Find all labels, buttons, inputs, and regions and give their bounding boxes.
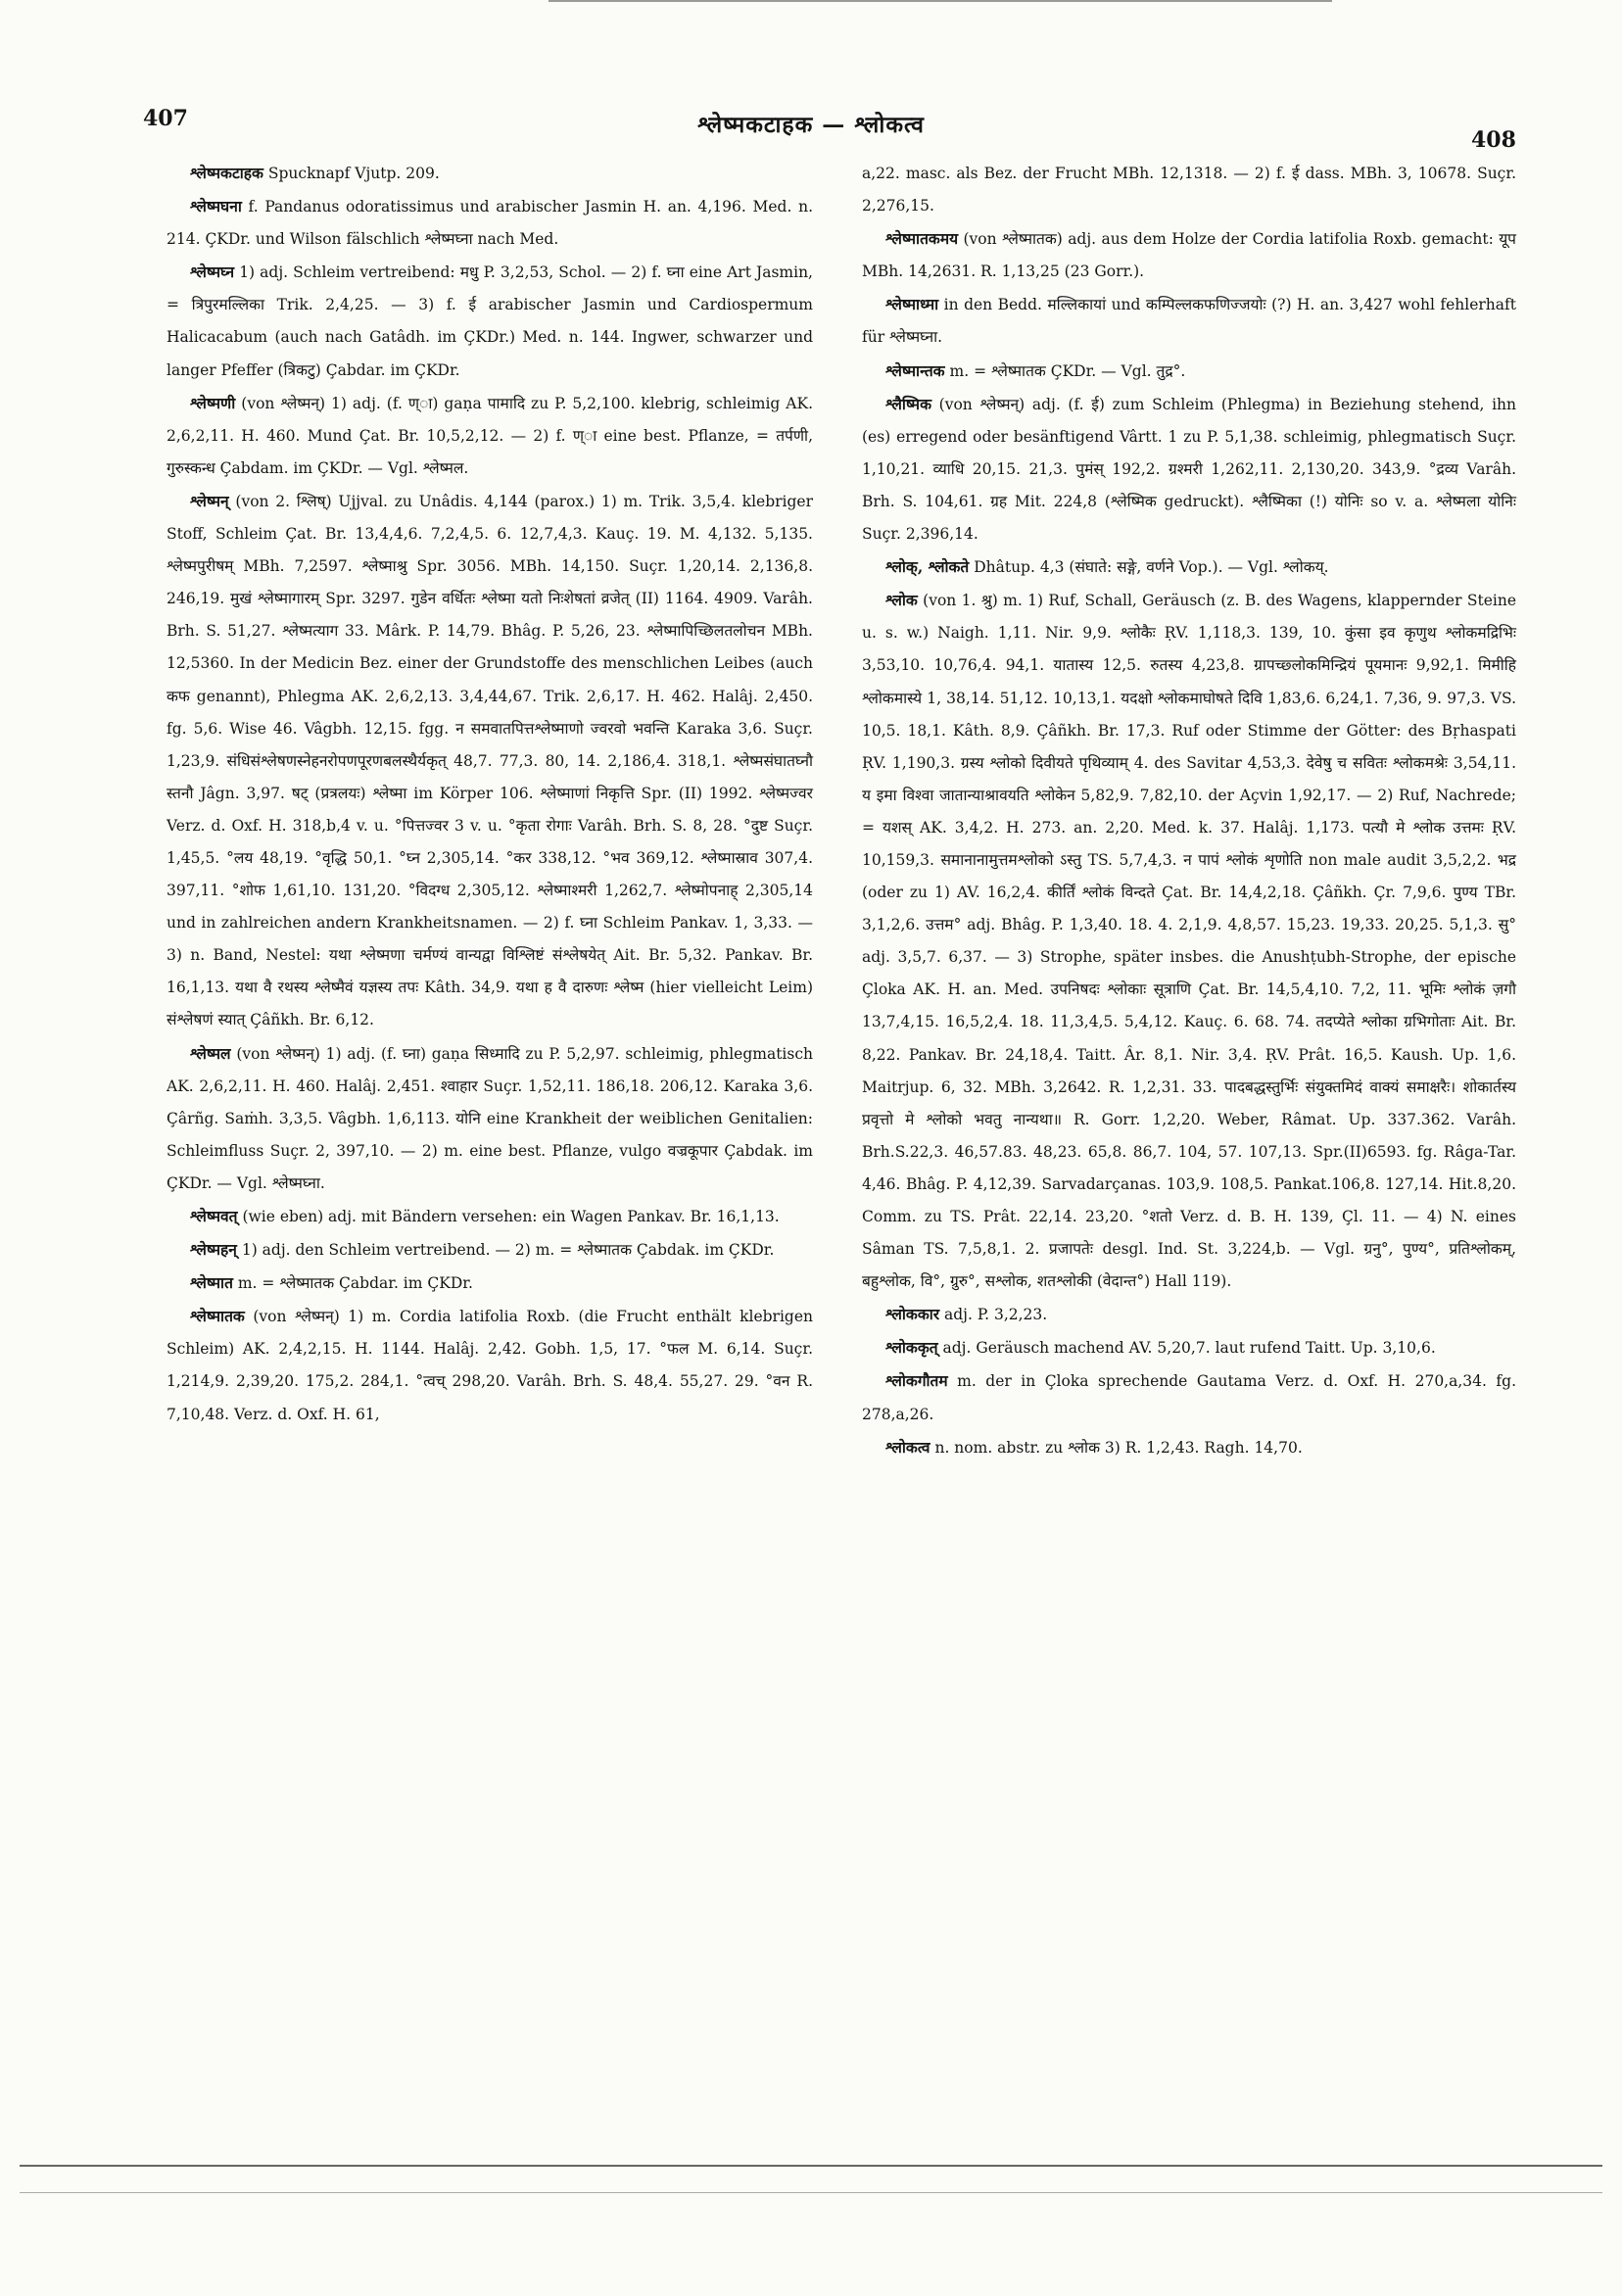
headword: श्लेष्मकटाहक [190,164,263,182]
entry [167,190,813,256]
entry [167,1233,813,1267]
entry-text: 1) adj. den Schleim vertreibend. — 2) m. = श्लेष्मातक Çabdak. im ÇKDr. [236,1241,775,1260]
headword: श्लोककृत् [885,1338,938,1358]
bottom-rule [20,2165,1602,2167]
entry-text: (von 2. श्लिष्) Ujjval. zu Unâdis. 4,144 (parox.) 1) m. Trik. 3,5,4. klebriger Stoff, Schleim Çat. Br. 13,4,4,6. 7,2,4,5. 6. 12,7,4,3. Kauç. 19. M. 4,132. 5,135. श्लेष्मपुरीषम् MBh. 7,2597. श्लेष्माश्रु Spr. 3056. MBh. 14,150. Suçr. 1,20,14. 2,136,8. 246,19. मुखं श्लेष्मागारम् Spr. 3297. गुडेन वर्धितः श्लेष्मा यतो निःशेषतां व्रजेत् (II) 1164. 4909. Varâh. Brh. S. 51,27. श्लेष्मत्याग 33. Mârk. P. 14,79. Bhâg. P. 5,26, 23. श्लेष्मापिच्छिलतलोचन MBh. 12,5360. In der Medicin Bez. einer der Grundstoffe des menschlichen Leibes (auch कफ genannt), Phlegma AK. 2,6,2,13. 3,4,44,67. Trik. 2,6,17. H. 462. Halâj. 2,450. fg. 5,6. Wise 46. Vâgbh. 12,15. fgg. न समवातपित्तश्लेष्माणो ज्वरवो भवन्ति Karaka 3,6. Suçr. 1,23,9. संधिसंश्लेषणस्नेहनरोपणपूरणबलस्थैर्यकृत् 48,7. 77,3. 80, 14. 2,186,4. 318,1. श्लेष्मसंघातघ्नौ स्तनौ Jâgn. 3,97. षट् (प्रत्रलयः) श्लेष्मा im Körper 106. श्लेष्माणां निकृत्ति Spr. (II) 1992. श्लेष्मज्वर Verz. d. Oxf. H. 318,b,4 v. u. °पित्तज्वर 3 v. u. °कृता रोगाः Varâh. Brh. S. 8, 28. °दुष्ट Suçr. 1,45,5. °लय 48,19. °वृद्धि 50,1. °घ्न 2,305,14. °कर 338,12. °भव 369,12. श्लेष्मास्राव 307,4. 397,11. °शोफ 1,61,10. 131,20. °विदग्ध 2,305,12. श्लेष्माश्मरी 1,262,7. श्लेष्मोपनाह् 2,305,14 und in zahlreichen andern Krankheitsnamen. — 2) f. घ्ना Schleim Pankav. 1, 3,33. — 3) n. Band, Nestel: यथा श्लेष्मणा चर्मण्यं वान्यद्वा विश्लिष्टं संश्लेषयेत् Ait. Br. 5,32. Pankav. Br. 16,1,13. यथा वै रथस्य श्लेष्मैवं यज्ञस्य तपः Kâth. 34,9. यथा ह वै दारुणः श्लेष्म (hier vielleicht Leim) संश्लेषणं स्यात् Çâñkh. Br. 6,12. [167,492,813,1029]
entry [167,1300,813,1430]
left-column [167,157,813,1431]
entry [167,485,813,1037]
page-number-right: 408 [1471,127,1516,153]
headword: श्लेष्मघ्न [190,263,235,282]
entry [167,1200,813,1233]
page-number-left: 407 [143,106,188,131]
headword: श्लेष्मवत् [190,1207,238,1225]
entry-text: adj. Geräusch machend AV. 5,20,7. laut rufend Taitt. Up. 3,10,6. [937,1339,1436,1358]
headword: श्लोकगौतम [885,1371,948,1391]
entry-text: (von श्लेष्मन्) adj. (f. ई) zum Schleim (Phlegma) in Beziehung stehend, ihn (es) erregend oder besänftigend Vârtt. 1 zu P. 5,1,38. schleimig, phlegmatisch Suçr. 1,10,21. व्याधि 20,15. 21,3. पुमंस् 192,2. ग्रश्मरी 1,262,11. 2,130,20. 343,9. °द्रव्य Varâh. Brh. S. 104,61. ग्रह Mit. 224,8 (श्लेष्मिक gedruckt). श्लैष्मिका (!) योनिः so v. a. श्लेष्मला योनिः Suçr. 2,396,14. [862,395,1516,544]
entry [167,1267,813,1300]
entry [862,584,1516,1298]
entry-text: m. der in Çloka sprechende Gautama Verz. d. Oxf. H. 270,a,34. fg. 278,a,26. [862,1372,1516,1423]
headword: श्लोकत्व [885,1437,930,1457]
headword: श्लेष्मणी [190,393,236,412]
entry [862,1298,1516,1331]
entry [862,1364,1516,1430]
entry-text: 1) adj. Schleim vertreibend: मधु P. 3,2,53, Schol. — 2) f. घ्ना eine Art Jasmin, = त्रिपुरमल्लिका Trik. 2,4,25. — 3) f. ई arabischer Jasmin und Cardiospermum Halicacabum (auch nach Gatâdh. im ÇKDr.) Med. n. 144. Ingwer, schwarzer und langer Pfeffer (त्रिकटु) Çabdar. im ÇKDr. [167,263,813,379]
entry-text: adj. P. 3,2,23. [939,1306,1048,1324]
headword: श्लेष्मातक [190,1307,245,1326]
headword: श्लेष्मातकमय [885,229,959,249]
entry-text: Dhâtup. 4,3 (संघाते: सङ्गे, वर्णने Vop.). — Vgl. श्लोकय्. [969,558,1329,577]
entry [862,222,1516,288]
entry [862,355,1516,388]
entry-text: m. = श्लेष्मातक ÇKDr. — Vgl. तुद्र°. [944,361,1186,380]
running-head: श्लेष्मकटाहक — श्लोकत्व [697,112,925,138]
headword: श्लेष्मल [190,1043,231,1063]
headword: श्लोक [885,591,918,610]
headword: श्लोककार [885,1305,940,1324]
entry-text: (von श्लेष्मन्) 1) m. Cordia latifolia Roxb. (die Frucht enthält klebrigen Schleim) AK. 2,4,2,15. H. 1144. Halâj. 2,42. Gobh. 1,5, 17. °फल M. 6,14. Suçr. 1,214,9. 2,39,20. 175,2. 284,1. °त्वच् 298,20. Varâh. Brh. S. 48,4. 55,27. 29. °वन R. 7,10,48. Verz. d. Oxf. H. 61, [167,1308,813,1423]
entry-text: (von श्लेष्मन्) 1) adj. (f. घ्ना) gaṇa सिध्मादि zu P. 5,2,97. schleimig, phlegmatisch AK. 2,6,2,11. H. 460. Halâj. 2,451. श्वाहार Suçr. 1,52,11. 186,18. 206,12. Karaka 3,6. Çârñg. Saṁh. 3,3,5. Vâgbh. 1,6,113. योनि eine Krankheit der weiblichen Genitalien: Schleimfluss Suçr. 2, 397,10. — 2) m. eine best. Pflanze, vulgo वज्रकूपार Çabdak. im ÇKDr. — Vgl. श्लेष्मघ्ना. [167,1044,813,1192]
entry-text: a,22. masc. als Bez. der Frucht MBh. 12,1318. — 2) f. ई dass. MBh. 3, 10678. Suçr. 2,276,15. [862,165,1516,215]
entry-text: f. Pandanus odoratissimus und arabischer Jasmin H. an. 4,196. Med. n. 214. ÇKDr. und Wilson fälschlich श्लेष्मघ्ना nach Med. [167,198,813,249]
entry-text: (von श्लेष्मातक) adj. aus dem Holze der Cordia latifolia Roxb. gemacht: यूप MBh. 14,2631. R. 1,13,25 (23 Gorr.). [862,230,1516,281]
entry-text: (von 1. श्रु) m. 1) Ruf, Schall, Geräusch (z. B. des Wagens, klappernder Steine u. s. w.) Naigh. 1,11. Nir. 9,9. श्लोकैः ṚV. 1,118,3. 139, 10. कुंसा इव कृणुथ श्लोकमद्रिभिः 3,53,10. 10,76,4. 94,1. यातास्य 12,5. रुतस्य 4,23,8. ग्रापच्छ्लोकमिन्द्रियं पूयमानः 9,92,1. मिमीहि श्लोकमास्ये 1, 38,14. 51,12. 10,13,1. यदक्षो श्लोकमाघोषते दिवि 1,83,6. 6,24,1. 7,36, 9. 97,3. VS. 10,5. 18,1. Kâth. 8,9. Çâñkh. Br. 17,3. Ruf oder Stimme der Götter: des Bṛhaspati ṚV. 1,190,3. ग्रस्य श्लोको दिवीयते पृथिव्याम् 4. des Savitar 4,53,3. देवेषु च सवितः श्लोकमश्रेः 3,54,11. य इमा विश्वा जातान्याश्रावयति श्लोकेन 5,82,9. 7,82,10. der Açvin 1,92,17. — 2) Ruf, Nachrede; = यशस् AK. 3,4,2. H. 273. an. 2,20. Med. k. 37. Halâj. 1,173. पत्यौ मे श्लोक उत्तमः ṚV. 10,159,3. समानानामुत्तमश्लोको ऽस्तु TS. 5,7,4,3. न पापं श्लोकं शृणोति non male audit 3,5,2,2. भद्र (oder zu 1) AV. 16,2,4. कीर्तिं श्लोकं विन्दते Çat. Br. 14,4,2,18. Çâñkh. Çr. 7,9,6. पुण्य TBr. 3,1,2,6. उत्तम° adj. Bhâg. P. 1,3,40. 18. 4. 2,1,9. 4,8,57. 15,23. 19,33. 20,25. 5,1,3. सु° adj. 3,5,7. 6,37. — 3) Strophe, später insbes. die Anushṭubh-Strophe, der epische Çloka AK. H. an. Med. उपनिषदः श्लोकाः सूत्राणि Çat. Br. 14,5,4,10. 7,2, 11. भूमिः श्लोकं ज़गौ 13,7,4,15. 16,5,2,4. 18. 11,3,4,5. 5,4,12. Kauç. 6. 68. 74. तदप्येते श्लोका ग्रभिगोताः Ait. Br. 8,22. Pankav. Br. 24,18,4. Taitt. Âr. 8,1. Nir. 3,4. ṚV. Prât. 16,5. Kaush. Up. 1,6. Maitrjup. 6, 32. MBh. 3,2642. R. 1,2,31. 33. पादबद्धस्तुर्भिः संयुक्तमिदं वाक्यं समाक्षरैः। शोकार्तस्य प्रवृत्तो मे श्लोको भवतु नान्यथा॥ R. Gorr. 1,2,20. Weber, Râmat. Up. 337.362. Varâh. Brh.S.22,3. 46,57.83. 48,23. 65,8. 86,7. 104, 57. 107,13. Spr.(II)6593. fg. Râga-Tar. 4,46. Bhâg. P. 4,12,39. Sarvadarçanas. 103,9. 108,5. Pankat.106,8. 127,14. Hit.8,20. Comm. zu TS. Prât. 22,14. 23,20. °शतो Verz. d. B. H. 139, Çl. 11. — 4) N. eines Sâman TS. 7,5,8,1. 2. प्रजापतेः desgl. Ind. St. 3,224,b. — Vgl. ग्रनु°, पुण्य°, प्रतिश्लोकम्, बहुश्लोक, वि°, ग्रुरु°, सश्लोक, शतश्लोकी (वेदान्त°) Hall 119). [862,592,1516,1291]
entry [167,1037,813,1200]
headword: श्लेष्मात [190,1273,233,1293]
headword: श्लेष्महन् [190,1240,237,1260]
headword: श्लेष्मान्तक [885,360,945,380]
entry-text: in den Bedd. मल्लिकायां und कम्पिल्लकफणिज्जयोः (?) H. an. 3,427 wohl fehlerhaft für श्लेष्मघ्ना. [862,296,1516,347]
entry [862,1431,1516,1464]
entry-text: m. = श्लेष्मातक Çabdar. im ÇKDr. [232,1274,473,1293]
top-rule [549,0,1332,2]
headword: श्लोक्, श्लोकते [885,557,970,577]
entry-text: Spucknapf Vjutp. 209. [262,165,440,182]
entry [167,256,813,386]
entry [862,288,1516,354]
entry [862,388,1516,550]
entry-text: (wie eben) adj. mit Bändern versehen: ein Wagen Pankav. Br. 16,1,13. [237,1208,780,1225]
headword: श्लेष्मन् [190,491,229,510]
entry [862,550,1516,584]
bottom-rule-thin [20,2192,1602,2193]
entry-text: (von श्लेष्मन्) 1) adj. (f. ण्ा) gaṇa पामादि zu P. 5,2,100. klebrig, schleimig AK. 2,6,2,11. H. 460. Mund Çat. Br. 10,5,2,12. — 2) f. ण्ा eine best. Pflanze, = तर्पणी, गुरुस्कन्ध Çabdam. im ÇKDr. — Vgl. श्लेष्मल. [167,394,813,477]
entry-continuation [862,157,1516,222]
headword: श्लेष्मघना [190,197,242,216]
entry-text: n. nom. abstr. zu श्लोक 3) R. 1,2,43. Ragh. 14,70. [930,1438,1303,1457]
entry [167,157,813,190]
entry [862,1331,1516,1364]
right-column [862,157,1516,1464]
headword: श्लैष्मिक [885,394,931,413]
headword: श्लेष्माध्मा [885,295,939,314]
entry [167,387,813,485]
